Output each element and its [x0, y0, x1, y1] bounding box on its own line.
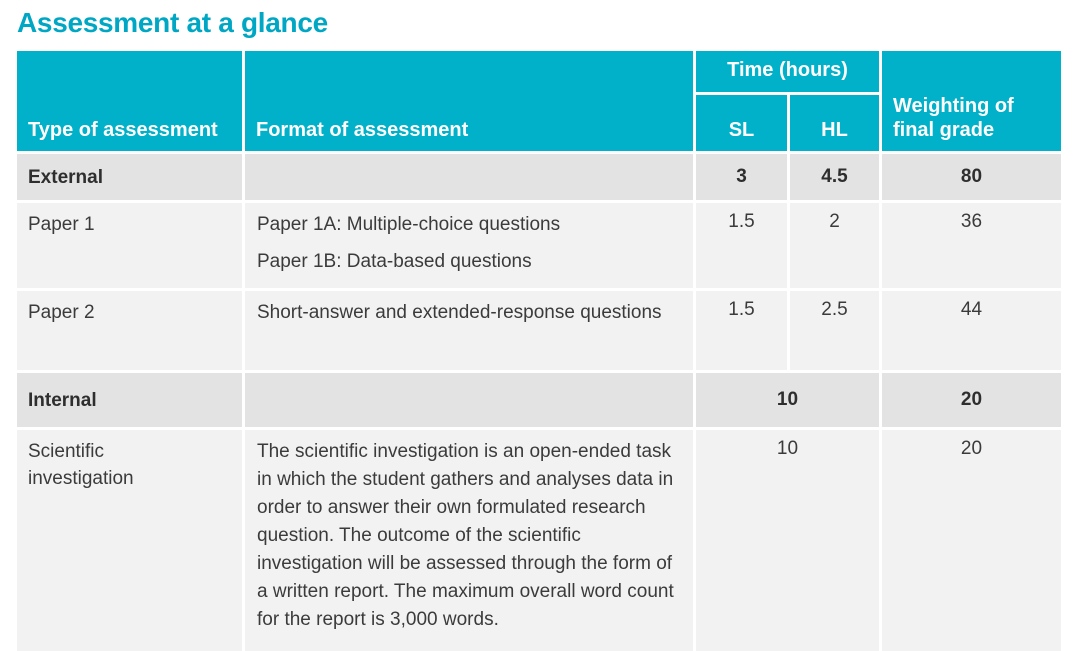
format-line-paper-1b: Paper 1B: Data-based questions	[257, 251, 532, 272]
row-label-scientific-investigation	[17, 430, 242, 651]
format-cell-paper-2	[245, 291, 693, 370]
weighting-external: 80	[882, 154, 1061, 200]
weighting-paper-1: 36	[882, 203, 1061, 288]
format-cell-external	[245, 154, 693, 200]
row-label-paper-1: Paper 1	[17, 203, 242, 288]
hl-hours-external: 4.5	[790, 154, 879, 200]
row-label-paper-2: Paper 2	[17, 291, 242, 370]
weighting-internal: 20	[882, 373, 1061, 427]
assessment-table	[14, 48, 1064, 651]
sl-hours-paper-1: 1.5	[696, 203, 787, 288]
col-header-sl: SL	[696, 95, 787, 151]
row-label-internal: Internal	[17, 373, 242, 427]
page-title: Assessment at a glance	[17, 7, 328, 38]
table-row-internal	[17, 373, 1061, 427]
table-header	[17, 51, 1061, 151]
sl-hours-external: 3	[696, 154, 787, 200]
row-label-external: External	[17, 154, 242, 200]
col-header-hl: HL	[790, 95, 879, 151]
col-header-format-of-assessment: Format of assessment	[245, 51, 693, 151]
table-row-paper-1	[17, 203, 1061, 288]
time-hours-scientific-investigation: 10	[696, 430, 879, 651]
hl-hours-paper-1: 2	[790, 203, 879, 288]
format-cell-internal	[245, 373, 693, 427]
format-line-paper-1a: Paper 1A: Multiple-choice questions	[257, 214, 561, 235]
table-row-scientific-investigation	[17, 430, 1061, 651]
col-header-weighting-label: Weighting of final grade	[893, 95, 1014, 141]
time-hours-internal: 10	[696, 373, 879, 427]
weighting-scientific-investigation: 20	[882, 430, 1061, 651]
sl-hours-paper-2: 1.5	[696, 291, 787, 370]
table-row-external	[17, 154, 1061, 200]
col-header-time-hours: Time (hours)	[696, 51, 879, 92]
col-header-type-of-assessment: Type of assessment	[17, 51, 242, 151]
format-paragraph-scientific-investigation: The scientific investigation is an open-ended task in which the student gathers and analyses data in order to answer their own formulated research question. The outcome of the scientific investigation will be assessed through the form of a written report. The maximum overall word count for the report is 3,000 words.	[257, 441, 674, 630]
weighting-paper-2: 44	[882, 291, 1061, 370]
hl-hours-paper-2: 2.5	[790, 291, 879, 370]
format-cell-scientific-investigation	[245, 430, 693, 651]
format-line-paper-2: Short-answer and extended-response questions	[257, 302, 662, 323]
row-label-scientific-investigation-text: Scientific investigation	[28, 441, 134, 489]
col-header-weighting	[882, 51, 1061, 151]
format-cell-paper-1	[245, 203, 693, 288]
table-row-paper-2	[17, 291, 1061, 370]
